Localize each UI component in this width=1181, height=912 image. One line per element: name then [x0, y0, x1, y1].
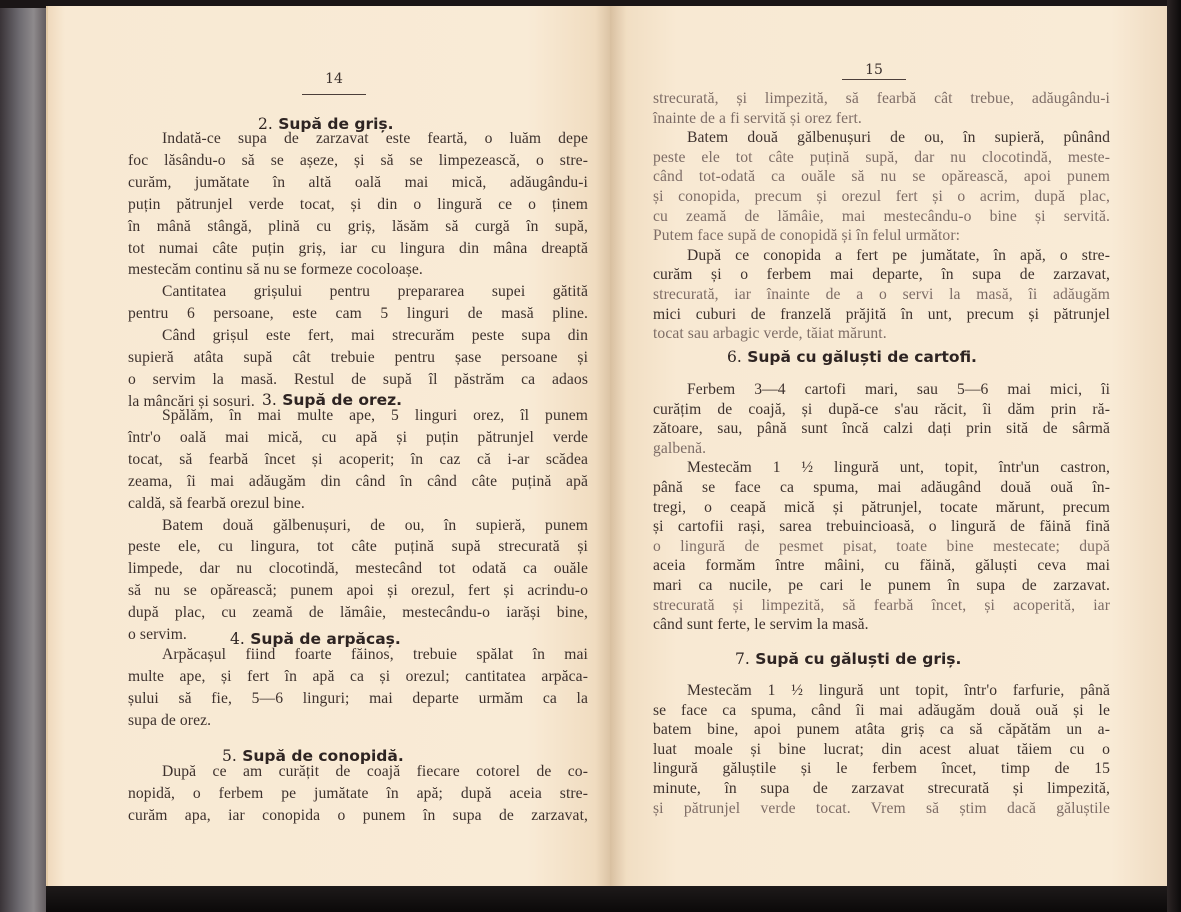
section-number: 2. [258, 115, 273, 133]
text-line: peste ele tot câte puțină supă, dar nu clocotindă, meste- [653, 148, 1110, 166]
text-line: limpede, dar nu clocotindă, mestecând tot odată ca ouăle [128, 560, 588, 578]
text-line: aceia formăm între mâini, cu făină, găluști ceva mai [653, 557, 1110, 575]
section-title: Supă de arpăcaș. [250, 630, 401, 648]
text-line: o servim la masă. Restul de supă îl păstrăm ca adaos [128, 370, 588, 388]
text-line: curățim de coajă, și după-ce s'au răcit, îi dăm prin ră- [653, 400, 1110, 418]
text-line: pentru 6 persoane, este cam 5 linguri de masă pline. [128, 305, 588, 323]
text-line: tocat sau arbagic verde, tăiat mărunt. [653, 325, 887, 343]
text-line: o servim. [128, 626, 187, 643]
text-line: și conopida, precum și orezul fert și o acrim, după plac, [653, 188, 1110, 205]
section-number: 3. [262, 391, 277, 409]
section-title: Supă de griș. [278, 115, 394, 133]
section-number: 4. [230, 630, 245, 648]
text-line: Mestecăm 1 ½ lingură unt, topit, într'un castron, [687, 459, 1110, 477]
right-page [610, 6, 1167, 886]
text-line: luat moale și bine lucrat; din acest aluat tăiem cu o [653, 740, 1110, 758]
text-line: După ce conopida a fert pe jumătate, în apă, o stre- [687, 246, 1110, 264]
section-number: 7. [735, 650, 750, 668]
section-title: Supă de conopidă. [242, 747, 404, 765]
text-line: Arpăcașul fiind foarte făinos, trebuie spălat în mai [162, 646, 588, 663]
text-line: curăm și o ferbem mai departe, în supa de zarzavat, [653, 266, 1110, 284]
text-line: caldă, să fearbă orezul bine. [128, 494, 305, 512]
text-line: foc lăsându-o să se așeze, și să se limpezească, o stre- [128, 151, 588, 169]
book-edge-right [1167, 0, 1181, 912]
text-line: o lingură de pesmet pisat, toate bine mestecate; după [653, 537, 1110, 555]
text-line: și cartofii rași, sarea trebuincioasă, o lingură de făină fină [653, 518, 1110, 536]
page-number-rule [842, 79, 906, 80]
text-line: se face ca spuma, când îi mai adăugăm două ouă și le [653, 701, 1110, 719]
section-title: Supă de orez. [282, 391, 403, 409]
text-line: tot numai câte puțin griș, iar cu lingura din mâna dreaptă [128, 239, 588, 257]
text-line: supa de orez. [128, 711, 212, 729]
text-line: cu zeamă de lămâie, mai mestecându-o bine și servită. [653, 207, 1110, 225]
section-heading [735, 650, 961, 668]
text-line: curăm apa, iar conopida o punem în supa de zarzavat, [128, 806, 588, 824]
text-line: Ferbem 3—4 cartofi mari, sau 5—6 mai mici, îi [687, 381, 1110, 398]
text-line: când sunt ferte, le servim la masă. [653, 616, 869, 634]
text-line: Batem două gălbenușuri, de ou, în supieră, punem [162, 516, 588, 534]
text-line: Batem două gălbenușuri de ou, în supieră, pûnând [687, 129, 1110, 147]
text-line: mari ca nucile, pe cari le punem în supa de zarzavat. [653, 577, 1110, 594]
text-line: tregi, o ceapă mică și pătrunjel, tocate mărunt, precum [653, 498, 1110, 516]
text-line: Cantitatea grișului pentru prepararea supei gătită [162, 283, 588, 301]
text-line: zătoare, sau, până sunt încă calzi dați prin sită de sârmă [653, 420, 1110, 438]
section-title: Supă cu găluști de griș. [755, 650, 962, 668]
text-line: lingură găluștile și le ferbem încet, timp de 15 [653, 760, 1110, 778]
text-line: Indată-ce supa de zarzavat este feartă, o luăm depe [162, 130, 588, 147]
text-line: la mâncări și sosuri. [128, 392, 255, 410]
page-number-rule [302, 94, 366, 95]
text-line: Putem face supă de conopidă și în felul următor: [653, 227, 961, 245]
left-page [46, 6, 612, 886]
text-line: curăm, jumătate în altă oală mai mică, adăugându-i [128, 173, 588, 191]
text-line: Când grișul este fert, mai strecurăm peste supa din [162, 327, 588, 345]
section-heading [727, 348, 977, 366]
text-line: nopidă, o ferbem pe jumătate în apă; după aceia stre- [128, 784, 588, 802]
text-line: puțin pătrunjel verde tocat, și din o lingură ce o ținem [128, 195, 588, 213]
text-line: înainte de a fi servită și orez fert. [653, 109, 862, 127]
text-line: Spălăm, în mai multe ape, 5 linguri orez, îl punem [162, 407, 588, 424]
book-edge-left [0, 8, 48, 912]
text-line: tocat, să fearbă încet și acoperit; în caz că i-ar scădea [128, 450, 588, 468]
text-line: peste ele, cu lingura, tot câte puțină supă strecurată și [128, 538, 588, 556]
text-line: într'o oală mai mică, cu apă și puțin pătrunjel verde [128, 428, 588, 446]
text-line: zeama, îi mai adăugăm din când în când câte puțină apă [128, 472, 588, 490]
page-number: 15 [865, 62, 883, 78]
text-line: galbenă. [653, 439, 707, 457]
section-number: 5. [222, 747, 237, 765]
text-line: mici cuburi de franzelă prăjită în unt, precum și pătrunjel [653, 305, 1110, 323]
text-line: multe ape, și fert în apă ca și orezul; cantitatea arpăca- [128, 667, 588, 685]
text-line: când tot-odată ca ouăle să nu se opărească, apoi punem [653, 168, 1110, 186]
text-line: Mestecăm 1 ½ lingură unt topit, într'o farfurie, până [687, 682, 1110, 699]
text-line: supieră atâta supă cât trebuie pentru șase persoane și [128, 349, 588, 366]
text-line: după plac, cu zeamă de lămâie, mestecându-o iarăși bine, [128, 604, 588, 622]
section-number: 6. [727, 348, 742, 366]
text-line: mestecăm continu să nu se formeze cocoloașe. [128, 261, 423, 279]
text-line: în mână stângă, plină cu griș, lăsăm să curgă în supă, [128, 217, 588, 235]
book-edge-bottom [46, 886, 1167, 912]
text-line: și pătrunjel verde tocat. Vrem să știm dacă găluștile [653, 799, 1110, 817]
text-line: să nu se opărească; punem apoi și orezul, fert și acrindu-o [128, 582, 588, 600]
section-title: Supă cu găluști de cartofi. [747, 348, 977, 366]
text-line: batem bine, apoi punem atâta griș ca să căpătăm un a- [653, 721, 1110, 739]
text-line: După ce am curățit de coajă fiecare cotorel de co- [162, 763, 588, 780]
text-line: șului să fie, 5—6 linguri; mai departe urmăm ca la [128, 689, 588, 707]
text-line: strecurată și limpezită, să fearbă încet, și acoperită, iar [653, 596, 1110, 614]
text-line: până se face ca spuma, mai adăugând două ouă în- [653, 479, 1110, 496]
page-number: 14 [325, 71, 343, 87]
text-line: minute, în supa de zarzavat strecurată și limpezită, [653, 780, 1110, 797]
text-line: strecurată, și limpezită, să fearbă cât trebue, adăugându-i [653, 90, 1110, 107]
text-line: strecurată, iar înainte de a o servi la masă, îi adăugăm [653, 286, 1110, 303]
